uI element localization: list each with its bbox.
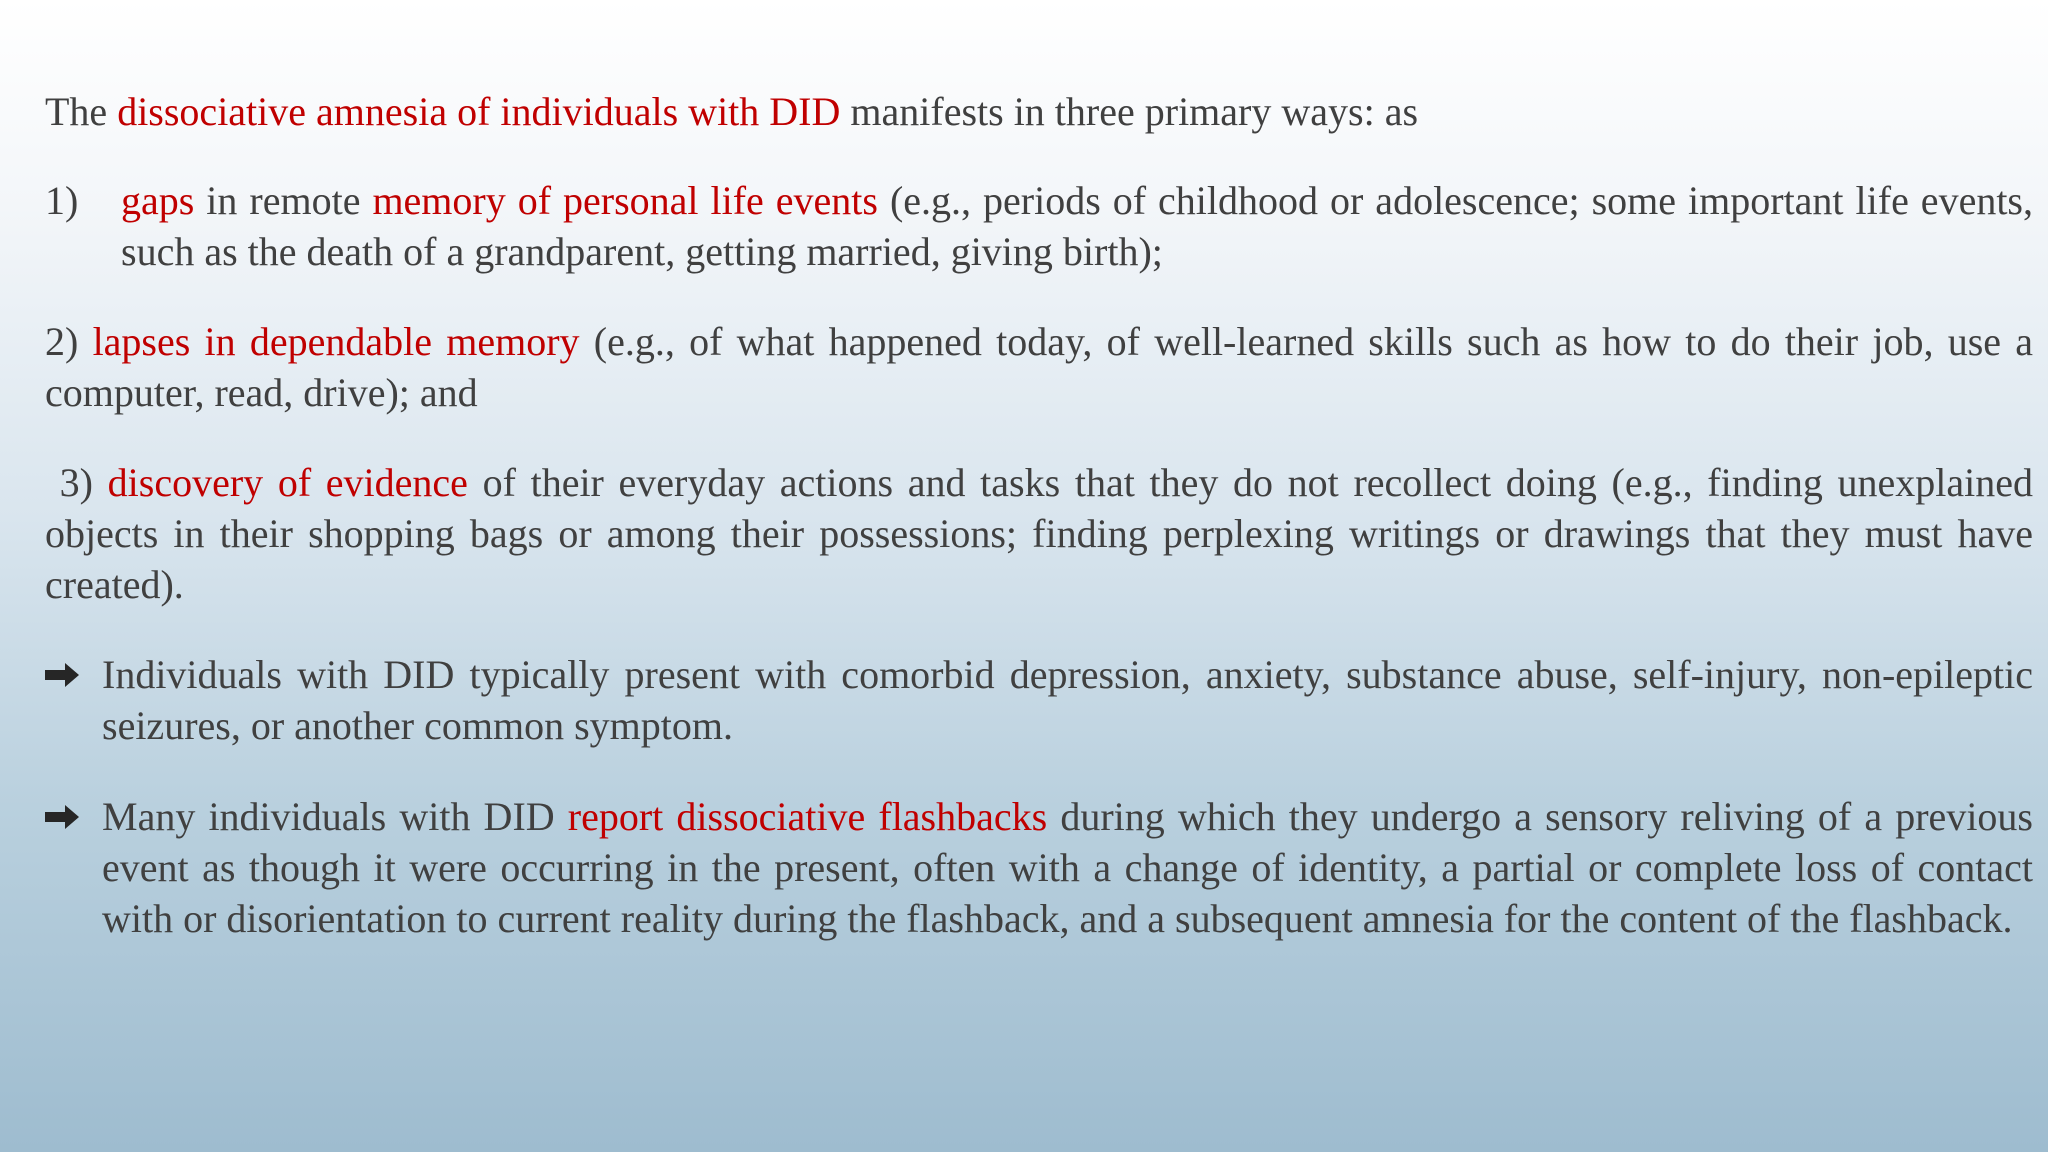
bullet-item-2-highlight: report dissociative flashbacks (567, 794, 1048, 839)
list-item-1-text-2: (e.g., periods of childhood or adolescence; some important life events, such as the death of a grandparent, getting married, giving birth); (121, 178, 2033, 274)
list-item-2-highlight: lapses in dependable memory (92, 319, 580, 364)
list-item-3 (45, 457, 2033, 610)
bullet-item-2-text-2: during which they undergo a sensory reliving of a previous event as though it were occurring in the present, often with a change of identity, a partial or complete loss of contact with or disorientation to current reality during the flashback, and a subsequent amnesia for the content of the flashback. (102, 794, 2033, 941)
bullet-item-1-text: Individuals with DID typically present with comorbid depression, anxiety, substance abuse, self-injury, non-epileptic seizures, or another common symptom. (102, 652, 2033, 748)
intro-text-1: The (45, 89, 118, 134)
list-item-1-highlight-1: gaps (121, 178, 195, 223)
list-item-1-highlight-2: memory of personal life events (372, 178, 878, 223)
arrow-bullet-icon (45, 805, 79, 829)
list-item-2 (45, 316, 2033, 418)
list-item-1 (45, 175, 2033, 277)
list-item-2-marker: 2) (45, 319, 93, 364)
list-item-3-marker: 3) (45, 460, 108, 505)
list-item-1-body (121, 175, 2033, 277)
list-item-1-text-1: in remote (194, 178, 373, 223)
bullet-item-2 (45, 791, 2033, 944)
bullet-item-2-text-1: Many individuals with DID (102, 794, 568, 839)
list-item-2-text: (e.g., of what happened today, of well-learned skills such as how to do their job, use a computer, read, drive); and (45, 319, 2034, 415)
bullet-item-2-body (102, 791, 2033, 944)
intro-text-2: manifests in three primary ways: as (840, 89, 1419, 134)
intro-paragraph (45, 86, 2033, 137)
list-item-3-highlight: discovery of evidence (107, 460, 468, 505)
intro-highlight: dissociative amnesia of individuals with DID (117, 89, 841, 134)
bullet-item-1 (45, 649, 2033, 751)
arrow-bullet-icon (45, 663, 79, 687)
list-item-3-text: of their everyday actions and tasks that they do not recollect doing (e.g., finding unexplained objects in their shopping bags or among their possessions; finding perplexing writings or drawings that they must have created). (45, 460, 2033, 607)
list-item-1-marker: 1) (45, 178, 79, 223)
